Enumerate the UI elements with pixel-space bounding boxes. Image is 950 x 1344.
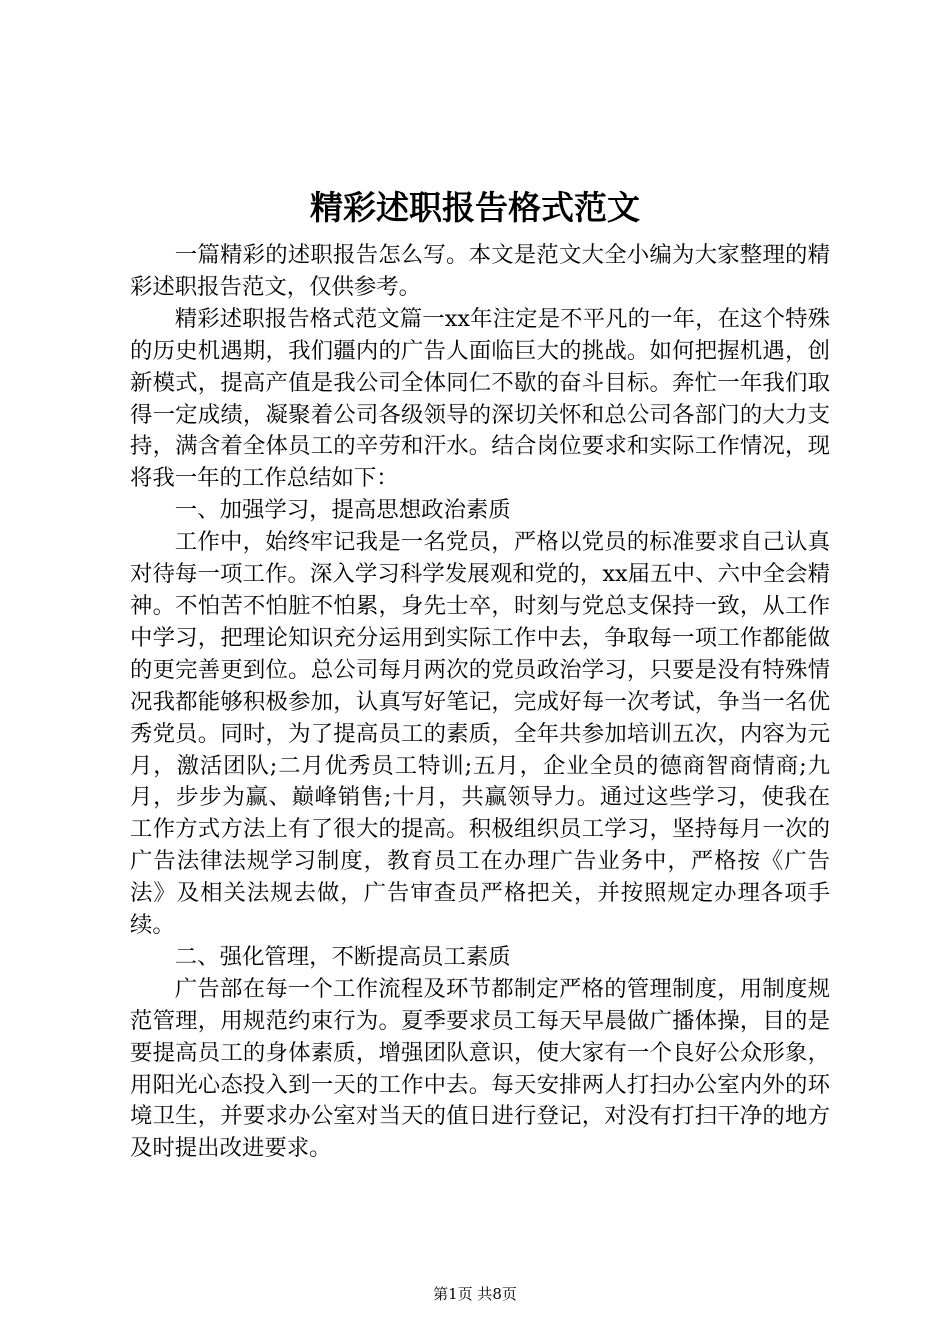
page-number-footer: 第1页 共8页: [433, 1285, 517, 1303]
document-body: [130, 240, 830, 1165]
document-title: 精彩述职报告格式范文: [310, 188, 640, 227]
paragraph-intro: 一篇精彩的述职报告怎么写。本文是范文大全小编为大家整理的精彩述职报告范文，仅供参考。: [130, 242, 830, 300]
section-heading-1: 一、加强学习，提高思想政治素质: [174, 497, 511, 524]
paragraph-section-2: 广告部在每一个工作流程及环节都制定严格的管理制度，用制度规范管理，用规范约束行为。夏季要求员工每天早晨做广播体操，目的是要提高员工的身体素质，增强团队意识，使大家有一个良好公众形象，用阳光心态投入到一天的工作中去。每天安排两人打扫办公室内外的环境卫生，并要求办公室对当天的值日进行登记，对没有打扫干净的地方及时提出改进要求。: [130, 975, 830, 1162]
paragraph-section-1: 工作中，始终牢记我是一名党员，严格以党员的标准要求自己认真对待每一项工作。深入学习科学发展观和党的，xx届五中、六中全会精神。不怕苦不怕脏不怕累，身先士卒，时刻与党总支保持一致，从工作中学习，把理论知识充分运用到实际工作中去，争取每一项工作都能做的更完善更到位。总公司每月两次的党员政治学习，只要是没有特殊情况我都能够积极参加，认真写好笔记，完成好每一次考试，争当一名优秀党员。同时，为了提高员工的素质，全年共参加培训五次，内容为元月，激活团队;二月优秀员工特训;五月，企业全员的德商智商情商;九月，步步为赢、巅峰销售;十月，共赢领导力。通过这些学习，使我在工作方式方法上有了很大的提高。积极组织员工学习，坚持每月一次的广告法律法规学习制度，教育员工在办理广告业务中，严格按《广告法》及相关法规去做，广告审查员严格把关，并按照规定办理各项手续。: [130, 529, 830, 939]
paragraph-opening: 精彩述职报告格式范文篇一xx年注定是不平凡的一年，在这个特殊的历史机遇期，我们疆内的广告人面临巨大的挑战。如何把握机遇，创新模式，提高产值是我公司全体同仁不歇的奋斗目标。奔忙一年我们取得一定成绩，凝聚着公司各级领导的深切关怀和总公司各部门的大力支持，满含着全体员工的辛劳和汗水。结合岗位要求和实际工作情况，现将我一年的工作总结如下：: [130, 305, 830, 492]
section-heading-2: 二、强化管理，不断提高员工素质: [174, 943, 511, 970]
